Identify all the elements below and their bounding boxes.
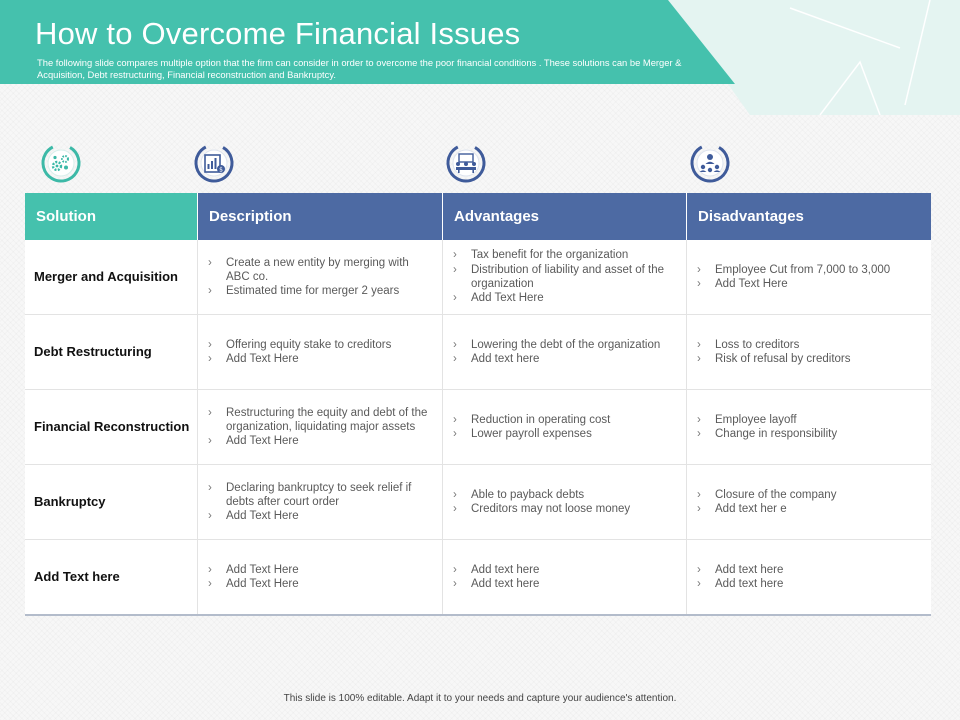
list-item: › Lowering the debt of the organization [453, 338, 660, 352]
list-item: › Add Text Here [208, 509, 434, 523]
description-cell [197, 540, 442, 614]
disadvantages-cell [686, 390, 931, 464]
list-item: › Add text here [453, 577, 539, 591]
list-item: › Add text here [453, 563, 539, 577]
list-item: › Add Text Here [208, 434, 434, 448]
list-item: › Add Text Here [208, 352, 391, 366]
solution-cell: Financial Reconstruction [34, 419, 190, 434]
list-item: › Distribution of liability and asset of the organization [453, 263, 678, 292]
list-item: › Able to payback debts [453, 488, 630, 502]
header-disadvantages: Disadvantages [686, 193, 931, 240]
disadvantages-cell [686, 465, 931, 539]
advantages-cell [442, 540, 686, 614]
solution-cell: Bankruptcy [34, 494, 106, 509]
header-solution: Solution [25, 193, 197, 240]
list-item: › Add text here [453, 352, 660, 366]
solution-cell: Debt Restructuring [34, 344, 152, 359]
comparison-table [25, 193, 931, 616]
list-item: › Add Text Here [453, 291, 678, 305]
list-item: › Employee Cut from 7,000 to 3,000 [697, 263, 890, 277]
table-row [25, 240, 931, 315]
meeting-icon [445, 142, 487, 184]
table-row [25, 390, 931, 465]
list-item: › Create a new entity by merging with ABC co. [208, 256, 434, 285]
list-item: › Offering equity stake to creditors [208, 338, 391, 352]
list-item: › Loss to creditors [697, 338, 851, 352]
description-cell [197, 315, 442, 389]
list-item: › Reduction in operating cost [453, 413, 610, 427]
advantages-cell [442, 465, 686, 539]
list-item: › Creditors may not loose money [453, 502, 630, 516]
table-row [25, 465, 931, 540]
list-item: › Add text here [697, 563, 783, 577]
list-item: › Lower payroll expenses [453, 427, 610, 441]
list-item: › Restructuring the equity and debt of the organization, liquidating major assets [208, 406, 434, 435]
svg-text:$: $ [219, 166, 223, 174]
list-item: › Add Text Here [697, 277, 890, 291]
disadvantages-cell [686, 240, 931, 314]
footer-note: This slide is 100% editable. Adapt it to your needs and capture your audience's attention. [283, 693, 677, 704]
list-item: › Estimated time for merger 2 years [208, 284, 434, 298]
header-description: Description [197, 193, 442, 240]
list-item: › Tax benefit for the organization [453, 248, 678, 262]
disadvantages-cell [686, 315, 931, 389]
list-item: › Add text here [697, 577, 783, 591]
list-item: › Closure of the company [697, 488, 836, 502]
solution-cell: Add Text here [34, 569, 120, 584]
description-cell [197, 465, 442, 539]
list-item: › Add text her e [697, 502, 836, 516]
document-chart-icon [193, 142, 235, 184]
page-subtitle: The following slide compares multiple option that the firm can consider in order to overcome the poor financial conditions . These solutions can be Merger & Acquisition, Debt restructuring, Financial reconstruction and Bankruptcy. [37, 57, 682, 80]
gears-icon [40, 142, 82, 184]
advantages-cell [442, 240, 686, 314]
description-cell [197, 390, 442, 464]
list-item: › Declaring bankruptcy to seek relief if debts after court order [208, 481, 434, 510]
advantages-cell [442, 315, 686, 389]
team-icon [689, 142, 731, 184]
list-item: › Add Text Here [208, 563, 299, 577]
list-item: › Employee layoff [697, 413, 837, 427]
table-row [25, 315, 931, 390]
disadvantages-cell [686, 540, 931, 614]
list-item: › Risk of refusal by creditors [697, 352, 851, 366]
table-header [25, 193, 931, 240]
solution-cell: Merger and Acquisition [34, 269, 178, 284]
page-title: How to Overcome Financial Issues [35, 16, 521, 51]
table-row [25, 540, 931, 616]
header-advantages: Advantages [442, 193, 686, 240]
description-cell [197, 240, 442, 314]
advantages-cell [442, 390, 686, 464]
list-item: › Change in responsibility [697, 427, 837, 441]
list-item: › Add Text Here [208, 577, 299, 591]
